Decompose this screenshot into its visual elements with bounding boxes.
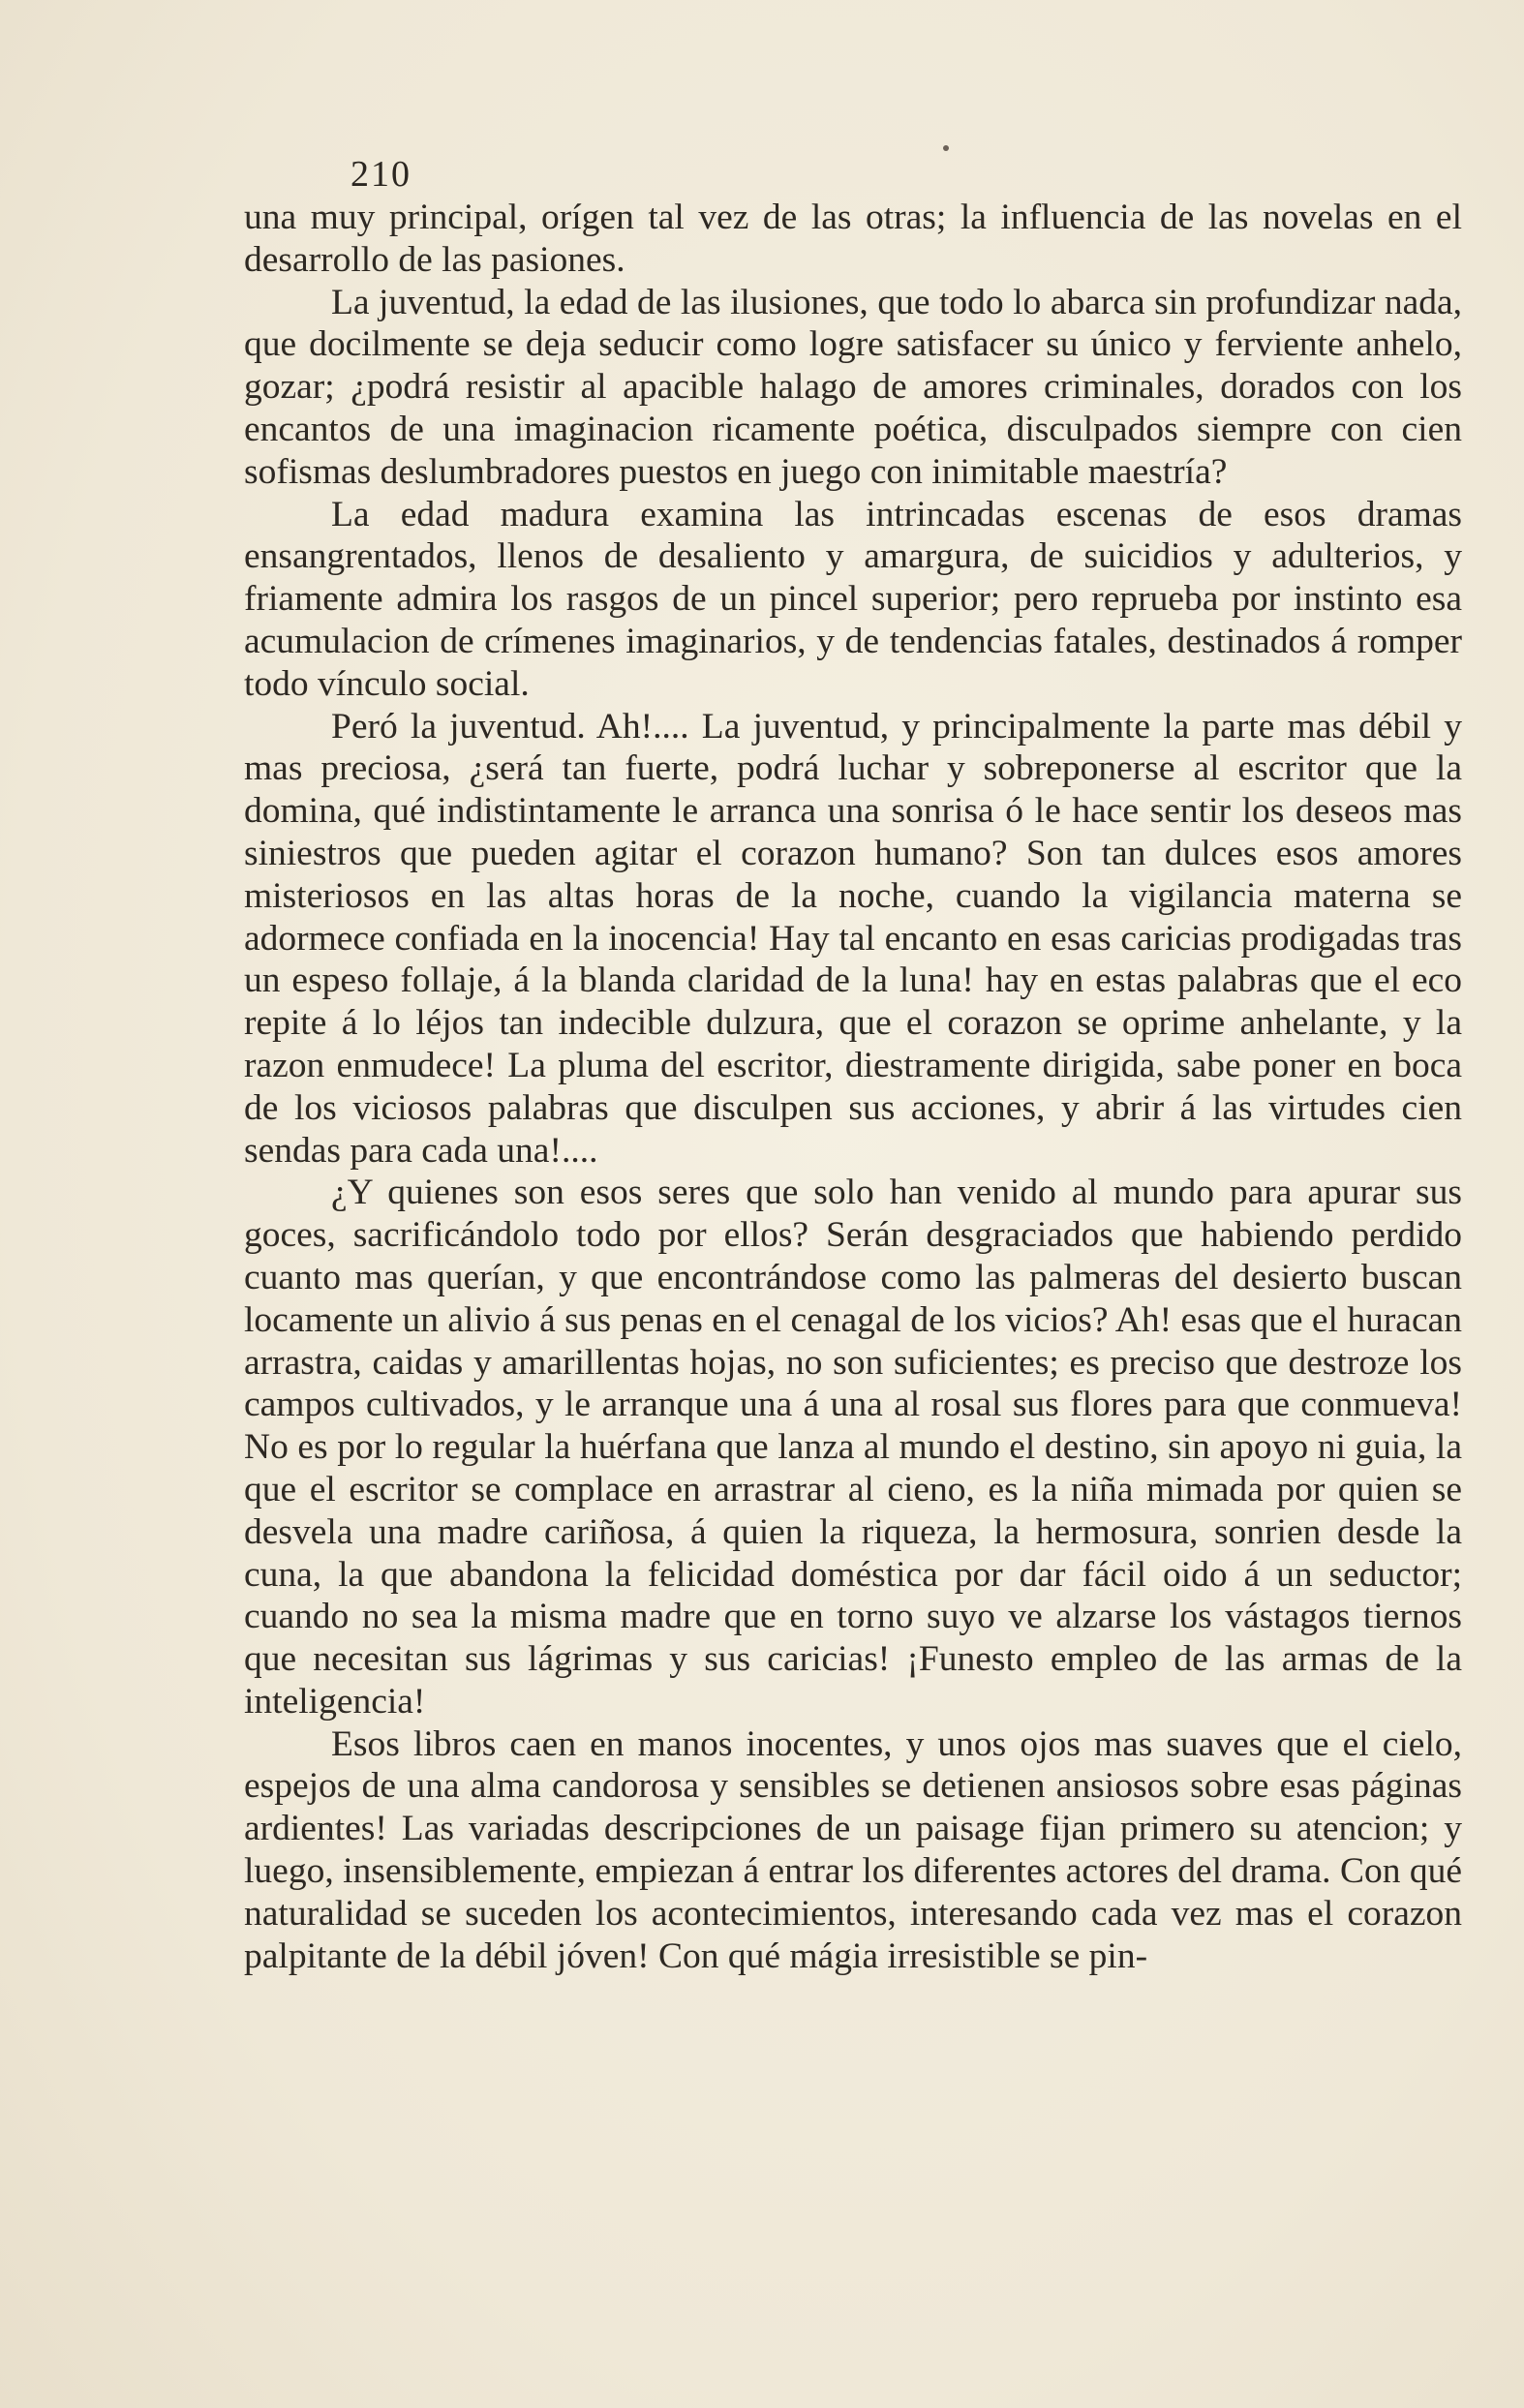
paragraph-3: La edad madura examina las intrincadas escenas de esos dramas ensangrentados, llenos de desaliento y amargura, de suicidios y adulterios, y friamente admira los rasgos de un pincel superior; pero reprueba por instinto esa acumulacion de crímenes imaginarios, y de tendencias fatales, destinados á romper todo vínculo social. xyxy=(244,494,1462,704)
paragraph-5: ¿Y quienes son esos seres que solo han venido al mundo para apurar sus goces, sacrificándolo todo por ellos? Serán desgraciados que habiendo perdido cuanto mas querían, y que encontrándose como las palmeras del desierto buscan locamente un alivio á sus penas en el cenagal de los vicios? Ah! esas que el huracan arrastra, caidas y amarillentas hojas, no son suficientes; es preciso que destroze los campos cultivados, y le arranque una á una al rosal sus flores para que conmueva! No es por lo regular la huérfana que lanza al mundo el destino, sin apoyo ni guia, la que el escritor se complace en arrastrar al cieno, es la niña mimada por quien se desvela una madre cariñosa, á quien la riqueza, la hermosura, sonrien desde la cuna, la que abandona la felicidad doméstica por dar fácil oido á un seductor; cuando no sea la misma madre que en torno suyo ve alzarse los vástagos tiernos que necesitan sus lágrimas y sus caricias! ¡Funesto empleo de las armas de la inteligencia! xyxy=(244,1173,1462,1722)
body-text xyxy=(244,197,1462,1977)
page-number: 210 xyxy=(351,154,411,195)
paragraph-6: Esos libros caen en manos inocentes, y unos ojos mas suaves que el cielo, espejos de una alma candorosa y sensibles se detienen ansiosos sobre esas páginas ardientes! Las variadas descripciones de un paisage fijan primero su atencion; y luego, insensiblemente, empiezan á entrar los diferentes actores del drama. Con qué naturalidad se suceden los acontecimientos, interesando cada vez mas el corazon palpitante de la débil jóven! Con qué mágia irresistible se pin- xyxy=(244,1723,1462,1976)
ink-dot xyxy=(943,145,949,151)
paragraph-2: La juventud, la edad de las ilusiones, que todo lo abarca sin profundizar nada, que docilmente se deja seducir como logre satisfacer su único y ferviente anhelo, gozar; ¿podrá resistir al apacible halago de amores criminales, dorados con los encantos de una imaginacion ricamente poética, disculpados siempre con cien sofismas deslumbradores puestos en juego con inimitable maestría? xyxy=(244,282,1462,492)
paragraph-4: Peró la juventud. Ah!.... La juventud, y principalmente la parte mas débil y mas preciosa, ¿será tan fuerte, podrá luchar y sobreponerse al escritor que la domina, qué indistintamente le arranca una sonrisa ó le hace sentir los deseos mas siniestros que pueden agitar el corazon humano? Son tan dulces esos amores misteriosos en las altas horas de la noche, cuando la vigilancia materna se adormece confiada en la inocencia! Hay tal encanto en esas caricias prodigadas tras un espeso follaje, á la blanda claridad de la luna! hay en estas palabras que el eco repite á lo léjos tan indecible dulzura, que el corazon se oprime anhelante, y la razon enmudece! La pluma del escritor, diestramente dirigida, sabe poner en boca de los viciosos palabras que disculpen sus acciones, y abrir á las virtudes cien sendas para cada una!.... xyxy=(244,706,1462,1171)
paragraph-1: una muy principal, orígen tal vez de las otras; la influencia de las novelas en el desarrollo de las pasiones. xyxy=(244,198,1462,280)
